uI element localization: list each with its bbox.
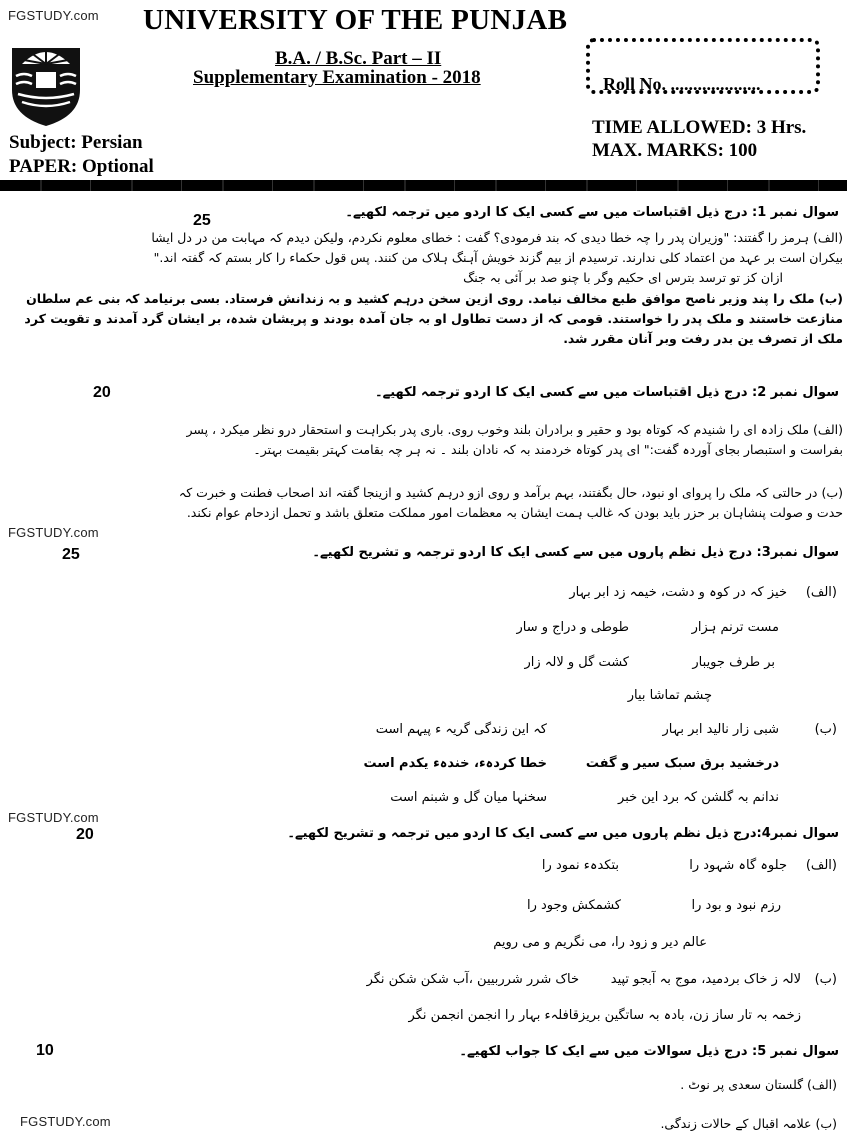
- question-3-part-a-label: (الف): [805, 585, 837, 600]
- question-5-part-b: (ب) علامہ اقبال کے حالات زندگی.: [660, 1116, 837, 1131]
- verse-line: مست ترنم ہزار: [691, 620, 779, 635]
- verse-line: کشمکش وجود را: [526, 898, 621, 913]
- verse-line: عالم دیر و زود را، می نگریم و می رویم: [493, 935, 707, 950]
- max-marks: MAX. MARKS: 100: [592, 140, 758, 161]
- paper-label: PAPER: Optional: [9, 156, 154, 177]
- question-2-heading: سوال نمبر 2: درج ذیل اقتباسات میں سے کسی ایک کا اردو ترجمہ لکھیے۔: [374, 385, 839, 400]
- time-marks-block: [592, 116, 806, 162]
- verse-line: قافلہء بہار را انجمن انجمن نگر: [408, 1008, 579, 1023]
- question-4-part-b-label: (ب): [814, 972, 837, 987]
- verse-line: زخمہ بہ تار ساز زن، بادہ بہ ساتگین بریز: [578, 1008, 801, 1023]
- watermark-lower: FGSTUDY.com: [8, 810, 99, 825]
- question-2-part-b: (ب) در حالتی کہ ملک را پروای او نبود، حال بگفتند، بہم برآمد و روی ازو درہم کشید و ازینجا گفتہ اند اصحاب فطنت و خبرت کہ حدت و صولت پنشاہان بر حزر باید بودن کہ غالب ہمت ایشان بہ معظمات امور مملکت متعلق باشد و تحمل ازدحام عوام نکند.: [178, 485, 843, 520]
- verse-line: شبی زار نالید ابر بہار: [662, 722, 779, 737]
- question-4-marks: 20: [76, 826, 94, 843]
- verse-line: کہ این زندگی گریہ ء پیہم است: [375, 722, 547, 737]
- watermark-top: FGSTUDY.com: [8, 8, 99, 23]
- question-2-part-a: (الف) ملک زادہ ای را شنیدم کہ کوتاہ بود و حقیر و برادران بلند وخوب روی. باری پدر بکراہت و استحقار درو نظر میکرد ، پسر بفراست و استبصار بجای آوردہ گفت:" ای پدر کوتاہ خردمند بہ کہ نادان بلند ۔ نہ ہر چہ بقامت کہتر بقیمت بہتر۔: [186, 422, 843, 457]
- question-5-marks: 10: [36, 1042, 54, 1059]
- verse-line: درخشید برق سبک سیر و گفت: [585, 756, 779, 771]
- question-1-part-a: (الف) ہرمز را گفتند: "وزیران پدر را چہ خطا دیدی کہ بند فرمودی؟ گفت : خطای معلوم نکردم، ولیکن دیدم کہ مہابت من در دل ایشا بیکران است بر عہد من اعتماد کلی ندارند. ترسیدم از بیم گزند خویش آہنگ ہلاک من کنند. پس قول حکماء را کار بستم کہ گفتہ اند." ازان کز تو ترسد بترس ای حکیم وگر با چنو صد بر آئی بہ جنگ: [151, 230, 843, 285]
- degree-title: B.A. / B.Sc. Part – II: [275, 48, 442, 69]
- question-5-part-a: (الف) گلستان سعدی پر نوٹ .: [680, 1077, 837, 1092]
- question-3-heading: سوال نمبر3: درج ذیل نظم پاروں میں سے کسی ایک کا اردو ترجمہ و تشریح لکھیے۔: [312, 545, 839, 560]
- verse-line: جلوہ گاہ شہود را: [689, 858, 787, 873]
- verse-line: طوطی و دراج و سار: [516, 620, 629, 635]
- verse-line: خیز کہ در کوہ و دشت، خیمہ زد ابر بہار: [569, 585, 787, 600]
- verse-line: بر طرف جویبار: [692, 655, 775, 670]
- subject-label: Subject: Persian: [9, 132, 143, 153]
- verse-line: ندانم بہ گلشن کہ برد این خبر: [618, 790, 779, 805]
- question-3-part-b-label: (ب): [814, 722, 837, 737]
- time-allowed: TIME ALLOWED: 3 Hrs.: [592, 117, 807, 138]
- verse-line: لالہ ز خاک بردمید، موج بہ آبجو تپید: [610, 972, 801, 987]
- verse-line: چشم تماشا بیار: [627, 688, 712, 703]
- question-3-marks: 25: [62, 546, 80, 563]
- question-1-marks: 25: [193, 212, 211, 229]
- question-1-part-b: (ب) ملک را پند وزیر ناصح موافق طبع مخالف نیامد. روی ازین سخن درہم کشید و بہ زندانش فرستاد. بسی برنیامد کہ بنی عم سلطان منازعت خاستند و ملک پدر را خواستند. قومی کہ از دست تطاول او بہ جان آمدہ بودند و پریشان شدہ، بر ایشان گرد آمدند و تقویت کرد ملک از تصرف ین بدر رفت وبر آنان مقرر شد.: [24, 291, 843, 346]
- subject-block: [9, 131, 154, 179]
- header-divider: [0, 180, 847, 191]
- verse-line: خطا کردہء، خندہء یکدم است: [363, 756, 547, 771]
- verse-line: کشت گل و لالہ زار: [524, 655, 629, 670]
- question-5-heading: سوال نمبر 5: درج ذیل سوالات میں سے ایک کا جواب لکھیے۔: [459, 1044, 839, 1059]
- roll-number-field[interactable]: Roll No. ....................: [603, 74, 761, 94]
- question-4-part-a-label: (الف): [805, 858, 837, 873]
- verse-line: خاک شرر شرربیین ،آب شکن شکن نگر: [366, 972, 579, 987]
- watermark-bottom: FGSTUDY.com: [20, 1114, 111, 1129]
- university-title: UNIVERSITY OF THE PUNJAB: [143, 4, 568, 36]
- question-1-heading: سوال نمبر 1: درج ذیل اقتباسات میں سے کسی ایک کا اردو میں ترجمہ لکھیے۔: [345, 205, 839, 220]
- watermark-mid: FGSTUDY.com: [8, 525, 99, 540]
- verse-line: بتکدہء نمود را: [541, 858, 619, 873]
- exam-title: Supplementary Examination - 2018: [193, 67, 481, 88]
- verse-line: سخنہا میان گل و شبنم است: [390, 790, 547, 805]
- verse-line: رزم نبود و بود را: [691, 898, 781, 913]
- question-4-heading: سوال نمبر4:درج ذیل نظم پاروں میں سے کسی ایک کا اردو میں ترجمہ و تشریح لکھیے۔: [287, 826, 839, 841]
- question-2-marks: 20: [93, 384, 111, 401]
- university-crest-icon: [6, 42, 86, 128]
